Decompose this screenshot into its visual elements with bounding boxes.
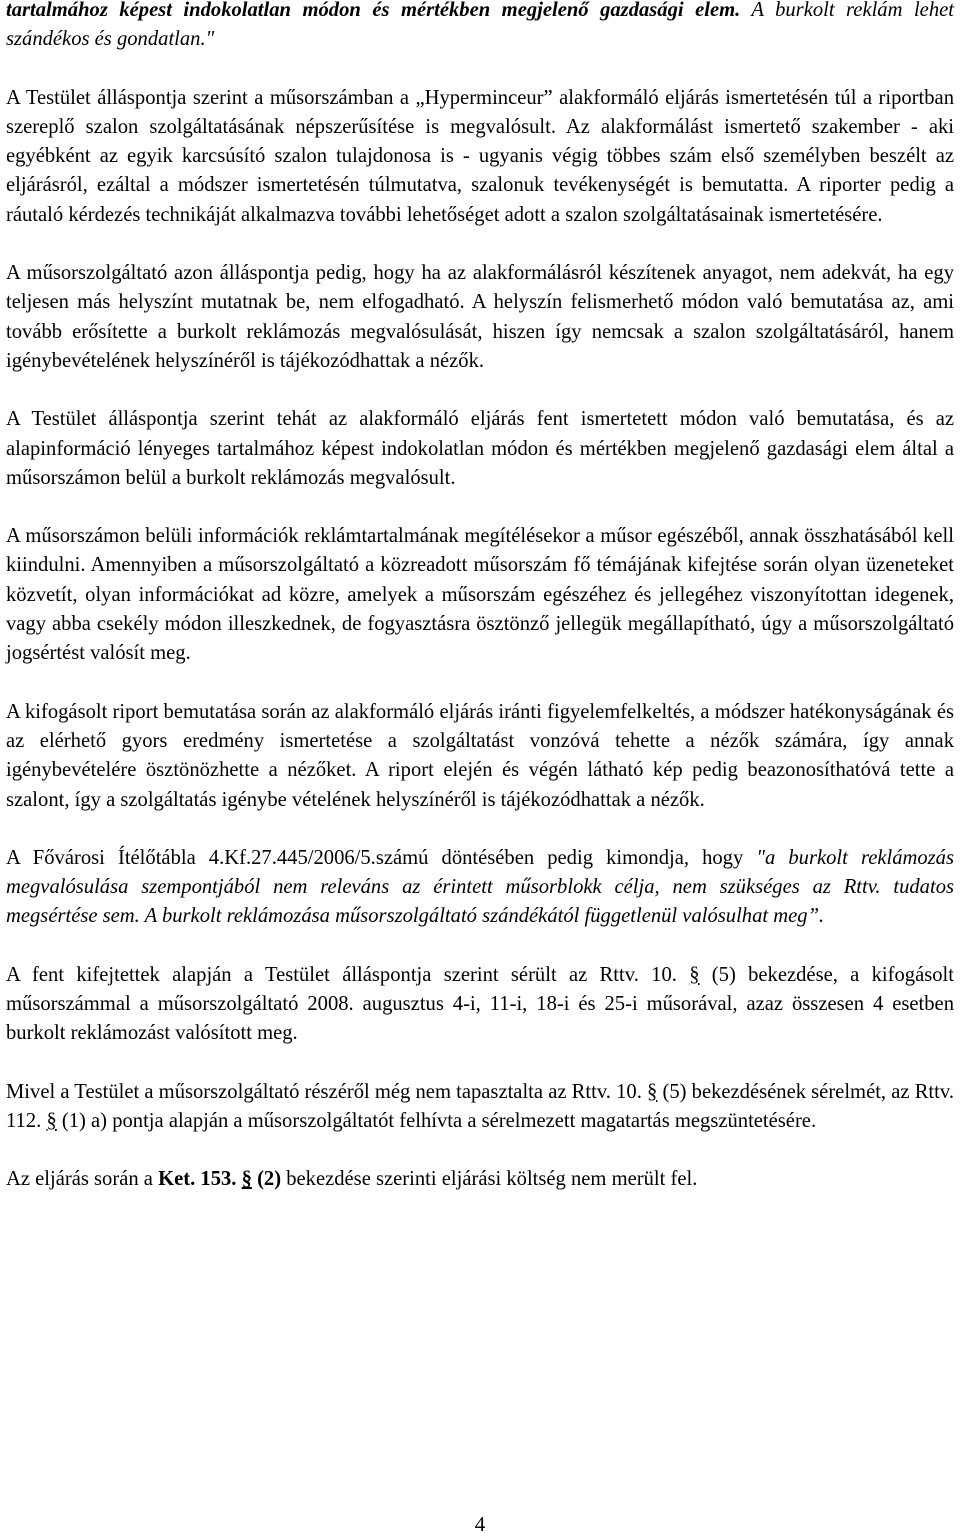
text-segment: Mivel a Testület a műsorszolgáltató részéről még nem tapasztalta az Rttv. 10.: [6, 1080, 648, 1103]
document-page: [6, 0, 954, 1537]
italic-text: A burkolt reklám lehet szándékos és gondatlan.": [6, 0, 954, 51]
paragraph-6: [6, 844, 954, 932]
paragraph-5: A kifogásolt riport bemutatása során az alakformáló eljárás iránti figyelemfelkeltés, a módszer hatékonyságának és az elérhető gyors eredmény ismertetése a szolgáltatást vonzóvá tehette a nézők számára, így annak igénybevételére ösztönözhette a nézőket. A riport elején és végén látható kép pedig beazonosíthatóvá tette a szalont, így a szolgáltatás igénybe vételének helyszínéről is tájékozódhattak a nézők.: [6, 700, 954, 811]
court-reference-text: A Fővárosi Ítélőtábla 4.Kf.27.445/2006/5.számú döntésében pedig kimondja, hogy: [6, 846, 757, 869]
section-sign: §: [46, 1109, 57, 1132]
paragraph-2: A műsorszolgáltató azon álláspontja pedig, hogy ha az alakformálásról készítenek anyagot, nem adekvát, ha egy teljesen más helyszínt mutatnak be, nem elfogadható. A helyszín felismerhető módon való bemutatása az, ami tovább erősítette a burkolt reklámozás megvalósulását, hiszen így nemcsak a szalon szolgáltatásáról, hanem igénybevételének helyszínéről is tájékozódhattak a nézők.: [6, 262, 954, 372]
text-segment: bekezdése szerinti eljárási költség nem merült fel.: [281, 1168, 698, 1191]
text-segment: A fent kifejtettek alapján a Testület álláspontja szerint sérült az Rttv. 10.: [6, 963, 690, 986]
court-quote: "a burkolt reklámozás megvalósulása szempontjából nem releváns az érintett műsorblokk célja, nem szükséges az Rttv. tudatos megsértése sem. A burkolt reklámozása műsorszolgáltató szándékától függetlenül valósulhat meg”.: [6, 846, 954, 928]
section-sign: §: [647, 1080, 658, 1103]
page-number: 4: [474, 1512, 486, 1536]
paragraph-9: [6, 1165, 954, 1194]
paragraph-4: A műsorszámon belüli információk reklámtartalmának megítélésekor a műsor egészéből, annak összhatásából kell kiindulni. Amennyiben a műsorszolgáltató a közreadott műsorszám fő témájának kifejtése során olyan üzeneteket közvetít, olyan információkat ad közre, amelyek a műsorszám egészéhez és jellegéhez viszonyítottan idegenek, vagy abba csekély módon illeszkednek, de fogyasztásra ösztönző jellegük megállapítható, úgy a műsorszolgáltató jogsértést valósít meg.: [6, 525, 954, 665]
italic-bold-text: tartalmához képest indokolatlan módon és mértékben megjelenő gazdasági elem.: [6, 0, 741, 21]
paragraph-0: [6, 0, 954, 55]
paragraph-7: [6, 961, 954, 1049]
section-sign: §: [689, 963, 700, 986]
paragraph-8: [6, 1078, 954, 1137]
bold-reference: Ket. 153.: [158, 1168, 237, 1191]
text-segment: (5) bekezdése, a kifogásolt műsorszámmal a műsorszolgáltató 2008. augusztus 4-i, 11-i, 18-i és 25-i műsorával, azaz összesen 4 esetben burkolt reklámozást valósított meg.: [6, 963, 954, 1045]
text-segment: (1) a) pontja alapján a műsorszolgáltatót felhívta a sérelmezett magatartás megszüntetésére.: [56, 1109, 817, 1132]
section-sign: §: [241, 1168, 252, 1191]
paragraph-1: A Testület álláspontja szerint a műsorszámban a „Hyperminceur” alakformáló eljárás ismertetésén túl a riportban szereplő szalon szolgáltatásának népszerűsítése is megvalósult. Az alakformálást ismertető szakember - aki egyébként az egyik karcsúsító szalon tulajdonosa is - ugyanis végig többes szám első személyben beszélt az eljárásról, ezáltal a módszer ismertetésén túlmutatva, szalonuk tevékenységét is bemutatta. A riporter pedig a ráutaló kérdezés technikáját alkalmazva további lehetőséget adott a szalon szolgáltatásainak ismertetésére.: [6, 86, 954, 226]
paragraph-3: A Testület álláspontja szerint tehát az alakformáló eljárás fent ismertetett módon való bemutatása, és az alapinformáció lényeges tartalmához képest indokolatlan módon és mértékben megjelenő gazdasági elem által a műsorszámon belül a burkolt reklámozás megvalósult.: [6, 408, 954, 489]
bold-reference: (2): [257, 1168, 282, 1191]
text-segment: Az eljárás során a: [6, 1168, 159, 1191]
text-segment: (5) bekezdésének sérelmét, az Rttv. 112.: [6, 1080, 954, 1132]
